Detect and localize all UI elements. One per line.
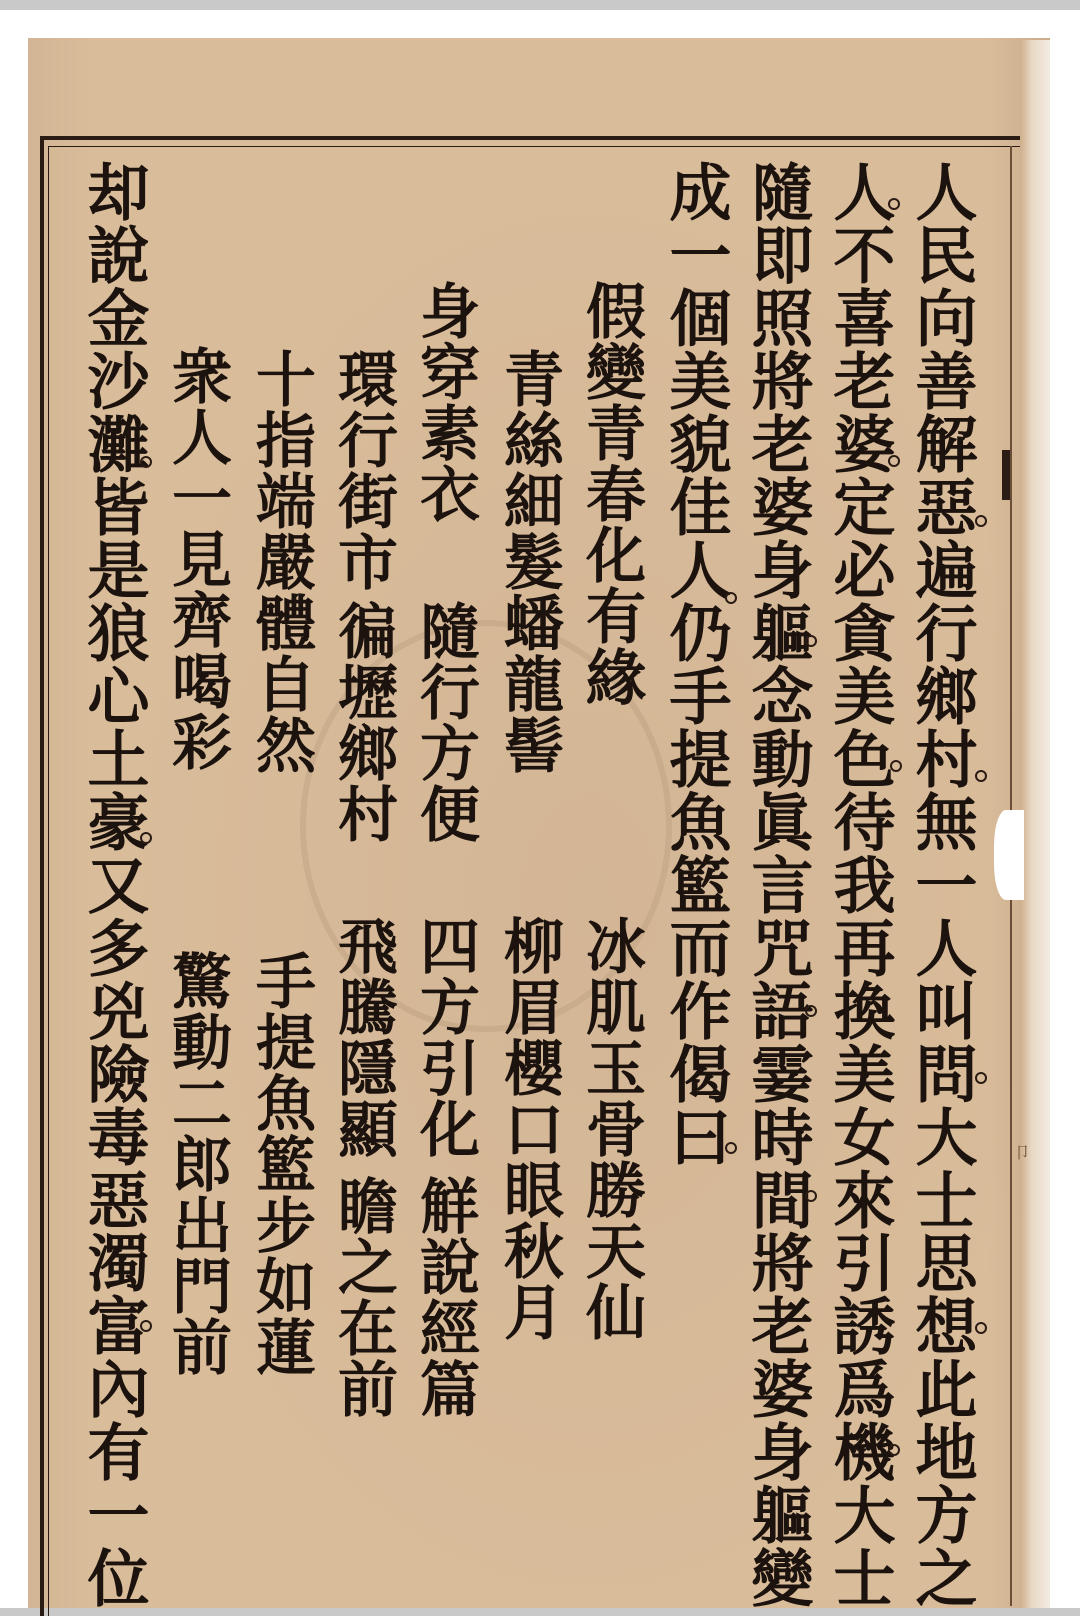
verse-line: 徧壢鄉村 [328, 600, 398, 844]
edge-mark [1002, 450, 1010, 500]
verse-line: 驚動二郎出門前 [162, 950, 232, 1377]
verse-line: 飛騰隱顯 [328, 915, 398, 1159]
verse-line: 觧說經篇 [410, 1175, 480, 1419]
punctuation-circle [888, 198, 900, 210]
punctuation-circle [975, 1072, 987, 1084]
verse-line: 四方引化 [410, 915, 480, 1159]
punctuation-circle [805, 1190, 817, 1202]
verse-line: 身穿素衣 [410, 280, 480, 524]
verse-line: 衆人一見齊喝彩 [162, 345, 232, 772]
punctuation-circle [890, 760, 902, 772]
side-mark: 卩 [1014, 1143, 1031, 1162]
punctuation-circle [975, 770, 987, 782]
punctuation-circle [975, 515, 987, 527]
punctuation-circle [725, 1142, 737, 1154]
page-edge [1020, 40, 1050, 1608]
punctuation-circle [805, 1005, 817, 1017]
text-column: 人民向善解惡遍行鄉村無一人叫問大士思想此地方之 [905, 160, 978, 1609]
verse-line: 隨行方便 [410, 600, 480, 844]
paper-tear [994, 810, 1024, 900]
punctuation-circle [975, 1322, 987, 1334]
punctuation-circle [888, 1444, 900, 1456]
verse-line: 冰肌玉骨勝天仙 [576, 915, 646, 1342]
verse-line: 十指端嚴體自然 [246, 348, 316, 775]
verse-line: 瞻之在前 [328, 1175, 398, 1419]
verse-line: 柳眉櫻口眼秋月 [494, 915, 564, 1342]
verse-line: 環行街市 [328, 348, 398, 592]
punctuation-circle [140, 832, 152, 844]
verse-line: 手提魚籃步如蓮 [246, 950, 316, 1377]
punctuation-circle [805, 635, 817, 647]
text-column: 隨即照將老婆身軀念動眞言咒語霎時間將老婆身軀變 [741, 160, 814, 1609]
punctuation-circle [888, 455, 900, 467]
text-column: 人不喜老婆定必貪美色待我再換美女來引誘爲機大士 [823, 160, 896, 1609]
punctuation-circle [725, 592, 737, 604]
verse-line: 假變青春化有緣 [576, 280, 646, 707]
text-column: 却說金沙灘皆是狼心土豪又多兇險毒惡濁富內有一位 [77, 160, 150, 1609]
text-column: 成一個美貌佳人仍手提魚籃而作偈曰 [659, 160, 732, 1168]
verse-line: 青絲細髮蟠龍髻 [494, 348, 564, 775]
punctuation-circle [140, 456, 152, 468]
punctuation-circle [140, 1320, 152, 1332]
